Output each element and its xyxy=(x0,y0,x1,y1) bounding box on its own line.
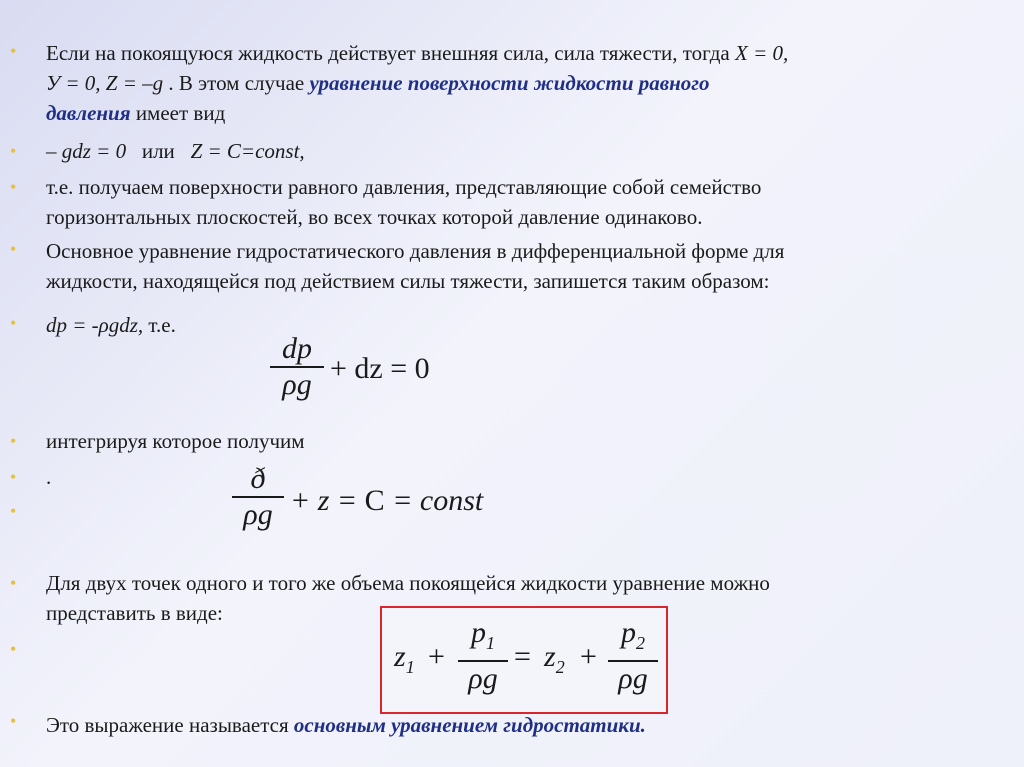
bullet-marker: • xyxy=(10,141,17,161)
text-line: . xyxy=(46,465,52,489)
fraction-denominator: ρg xyxy=(468,662,498,695)
text-line xyxy=(46,38,1006,68)
fraction-p2-over-rhog xyxy=(608,616,658,696)
term-z1 xyxy=(394,640,415,678)
equation-remainder: + dz = 0 xyxy=(330,352,430,385)
text-line: Основное уравнение гидростатического давления в дифференциальной форме для xyxy=(46,239,785,263)
boxed-equation xyxy=(380,606,668,714)
fraction-denominator: ρg xyxy=(282,368,312,401)
fraction-p-over-rhog xyxy=(232,462,284,532)
fraction-numerator xyxy=(458,616,508,660)
fraction-dp-over-rhog xyxy=(270,332,324,402)
formula-run: – gdz = 0 xyxy=(46,139,127,163)
highlight-term: давления xyxy=(46,101,131,125)
subscript: 2 xyxy=(636,633,645,653)
equation-remainder xyxy=(290,484,483,518)
subscript: 2 xyxy=(555,657,565,677)
equation-constant: C xyxy=(364,484,385,517)
text-run: имеет вид xyxy=(130,101,226,125)
text-run: Если на покоящуюся жидкость действует внешняя сила, сила тяжести, тогда xyxy=(46,41,735,65)
fraction-numerator: ð xyxy=(250,462,266,495)
formula-run: dp = -ρgdz, xyxy=(46,313,144,337)
text-run: или xyxy=(126,139,191,163)
plus-sign: + xyxy=(580,640,597,673)
term-z2 xyxy=(544,640,565,678)
text-line xyxy=(46,98,1006,128)
text-line: жидкости, находящейся под действием силы тяжести, запишется таким образом: xyxy=(46,269,770,293)
text-run: . В этом случае xyxy=(163,71,310,95)
subscript: 1 xyxy=(486,633,495,653)
equals-sign: = xyxy=(514,640,531,673)
highlight-term: уравнение поверхности жидкости равного xyxy=(309,71,710,95)
bullet-marker: • xyxy=(10,431,17,451)
text-line xyxy=(46,310,1006,340)
bullet-marker: • xyxy=(10,41,17,61)
text-line: Для двух точек одного и того же объема покоящейся жидкости уравнение можно xyxy=(46,571,770,595)
equation-part: + z = xyxy=(290,484,365,517)
text-line xyxy=(46,68,1006,98)
text-line: представить в виде: xyxy=(46,601,223,625)
formula-run: Z = C=const, xyxy=(190,139,305,163)
bullet-marker: • xyxy=(10,467,17,487)
bullet-marker: • xyxy=(10,711,17,731)
bullet-marker: • xyxy=(10,239,17,259)
text-line: интегрируя которое получим xyxy=(46,429,305,453)
variable: z xyxy=(544,640,556,673)
text-run: т.е. xyxy=(143,313,176,337)
fraction-numerator xyxy=(608,616,658,660)
text-line: т.е. получаем поверхности равного давления, представляющие собой семейство xyxy=(46,175,762,199)
text-line xyxy=(46,136,1006,166)
bullet-marker: • xyxy=(10,639,17,659)
fraction-numerator: dp xyxy=(282,332,312,365)
formula-run: У = 0, Z = –g xyxy=(46,71,164,95)
variable: p xyxy=(621,616,636,649)
bullet-marker: • xyxy=(10,177,17,197)
bullet-marker: • xyxy=(10,573,17,593)
fraction-p1-over-rhog xyxy=(458,616,508,696)
equation-part: = const xyxy=(384,484,484,517)
variable: z xyxy=(394,640,406,673)
text-line xyxy=(46,710,1006,740)
highlight-term: основным уравнением гидростатики. xyxy=(293,713,646,737)
formula-run: X = 0, xyxy=(735,41,789,65)
fraction-denominator: ρg xyxy=(243,498,273,531)
bullet-marker: • xyxy=(10,313,17,333)
text-run: Это выражение называется xyxy=(46,713,294,737)
bullet-marker: • xyxy=(10,501,17,521)
text-line: горизонтальных плоскостей, во всех точках которой давление одинаково. xyxy=(46,205,703,229)
variable: p xyxy=(471,616,486,649)
plus-sign: + xyxy=(428,640,445,673)
fraction-denominator: ρg xyxy=(618,662,648,695)
subscript: 1 xyxy=(405,657,415,677)
